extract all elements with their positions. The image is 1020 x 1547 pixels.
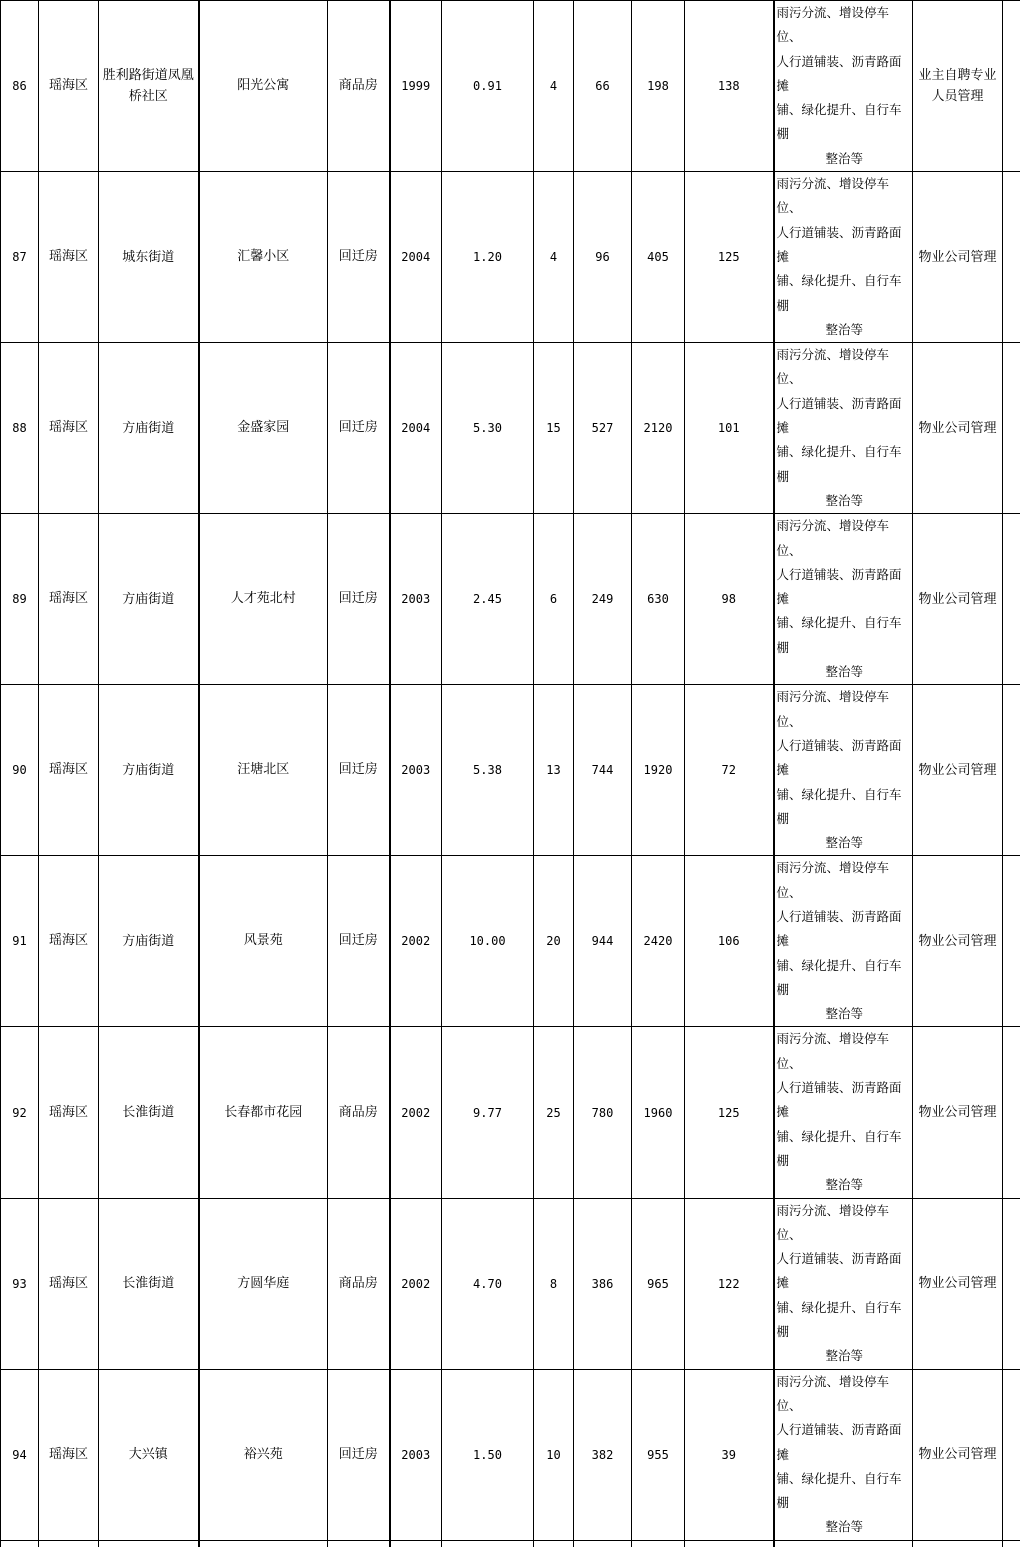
cell-no: 92 <box>1 1027 39 1198</box>
cell-street: 方庙街道 <box>99 685 199 856</box>
cell-empty <box>685 1540 774 1547</box>
renovation-content-line: 铺、绿化提升、自行车棚 <box>777 273 902 312</box>
cell-renovation-content <box>774 1198 913 1369</box>
cell-households: 955 <box>632 1369 685 1540</box>
cell-district: 瑶海区 <box>39 1027 99 1198</box>
cell-build-year: 2002 <box>390 856 442 1027</box>
renovation-content-line: 铺、绿化提升、自行车棚 <box>777 787 902 826</box>
cell-overflow <box>1003 172 1020 343</box>
table-row <box>1 856 1020 1027</box>
renovation-content-line: 铺、绿化提升、自行车棚 <box>777 444 902 483</box>
cell-management: 物业公司管理 <box>913 1369 1003 1540</box>
cell-district: 瑶海区 <box>39 343 99 514</box>
cell-build-year: 1999 <box>390 1 442 172</box>
cell-build-year: 2003 <box>390 685 442 856</box>
renovation-content-line: 雨污分流、增设停车位、 <box>777 5 890 44</box>
cell-empty <box>199 1540 328 1547</box>
cell-housing-type: 回迁房 <box>328 685 390 856</box>
cell-housing-type: 回迁房 <box>328 172 390 343</box>
renovation-content-line: 雨污分流、增设停车位、 <box>777 176 890 215</box>
cell-area: 1.20 <box>442 172 534 343</box>
table-row <box>1 1198 1020 1369</box>
cell-parking: 101 <box>685 343 774 514</box>
cell-households: 630 <box>632 514 685 685</box>
cell-parking: 39 <box>685 1369 774 1540</box>
cell-parking: 138 <box>685 1 774 172</box>
cell-build-year: 2002 <box>390 1198 442 1369</box>
renovation-content-line: 铺、绿化提升、自行车棚 <box>777 1471 902 1510</box>
cell-no: 90 <box>1 685 39 856</box>
renovation-content-line: 人行道铺装、沥青路面摊 <box>777 54 902 93</box>
cell-empty <box>390 1540 442 1547</box>
cell-buildings: 20 <box>534 856 574 1027</box>
cell-renovation-content <box>774 1369 913 1540</box>
cell-empty <box>442 1540 534 1547</box>
table-body <box>1 1 1020 1547</box>
cell-housing-type: 回迁房 <box>328 343 390 514</box>
cell-empty <box>39 1540 99 1547</box>
cell-households: 405 <box>632 172 685 343</box>
cell-empty <box>328 1540 390 1547</box>
cell-housing-type: 商品房 <box>328 1198 390 1369</box>
cell-units: 66 <box>574 1 632 172</box>
renovation-content-line: 铺、绿化提升、自行车棚 <box>777 958 902 997</box>
cell-buildings: 4 <box>534 172 574 343</box>
cell-no: 91 <box>1 856 39 1027</box>
cell-area: 10.00 <box>442 856 534 1027</box>
cell-parking: 98 <box>685 514 774 685</box>
cell-no: 93 <box>1 1198 39 1369</box>
cell-empty <box>1 1540 39 1547</box>
cell-area: 5.30 <box>442 343 534 514</box>
cell-units: 780 <box>574 1027 632 1198</box>
cell-no: 94 <box>1 1369 39 1540</box>
table-row <box>1 343 1020 514</box>
cell-empty <box>774 1540 913 1547</box>
cell-renovation-content <box>774 343 913 514</box>
cell-households: 1920 <box>632 685 685 856</box>
cell-parking: 125 <box>685 1027 774 1198</box>
cell-units: 249 <box>574 514 632 685</box>
cell-households: 1960 <box>632 1027 685 1198</box>
cell-community-name: 风景苑 <box>199 856 328 1027</box>
cell-renovation-content <box>774 1 913 172</box>
cell-community-name: 人才苑北村 <box>199 514 328 685</box>
cell-buildings: 13 <box>534 685 574 856</box>
cell-no: 89 <box>1 514 39 685</box>
cell-buildings: 25 <box>534 1027 574 1198</box>
renovation-content-line: 雨污分流、增设停车位、 <box>777 860 890 899</box>
table-row-partial <box>1 1540 1020 1547</box>
cell-buildings: 15 <box>534 343 574 514</box>
cell-units: 744 <box>574 685 632 856</box>
cell-build-year: 2003 <box>390 514 442 685</box>
cell-households: 2420 <box>632 856 685 1027</box>
cell-management: 物业公司管理 <box>913 856 1003 1027</box>
cell-community-name: 汪塘北区 <box>199 685 328 856</box>
cell-parking: 122 <box>685 1198 774 1369</box>
cell-street: 方庙街道 <box>99 856 199 1027</box>
cell-street: 方庙街道 <box>99 514 199 685</box>
renovation-content-line: 人行道铺装、沥青路面摊 <box>777 738 902 777</box>
cell-management: 物业公司管理 <box>913 172 1003 343</box>
cell-area: 5.38 <box>442 685 534 856</box>
cell-overflow <box>1003 1369 1020 1540</box>
table-row <box>1 172 1020 343</box>
cell-street: 城东街道 <box>99 172 199 343</box>
cell-housing-type: 回迁房 <box>328 1369 390 1540</box>
cell-street: 方庙街道 <box>99 343 199 514</box>
cell-community-name: 方圆华庭 <box>199 1198 328 1369</box>
cell-buildings: 4 <box>534 1 574 172</box>
cell-renovation-content <box>774 685 913 856</box>
cell-empty <box>534 1540 574 1547</box>
cell-build-year: 2002 <box>390 1027 442 1198</box>
cell-build-year: 2004 <box>390 343 442 514</box>
cell-area: 0.91 <box>442 1 534 172</box>
cell-units: 527 <box>574 343 632 514</box>
cell-community-name: 裕兴苑 <box>199 1369 328 1540</box>
renovation-content-line: 人行道铺装、沥青路面摊 <box>777 1422 902 1461</box>
cell-district: 瑶海区 <box>39 1 99 172</box>
renovation-content-line: 整治等 <box>777 318 913 342</box>
cell-management: 物业公司管理 <box>913 1027 1003 1198</box>
cell-buildings: 6 <box>534 514 574 685</box>
cell-district: 瑶海区 <box>39 172 99 343</box>
cell-units: 944 <box>574 856 632 1027</box>
renovation-content-line: 人行道铺装、沥青路面摊 <box>777 567 902 606</box>
renovation-content-line: 雨污分流、增设停车位、 <box>777 1031 890 1070</box>
cell-management: 物业公司管理 <box>913 1198 1003 1369</box>
cell-units: 382 <box>574 1369 632 1540</box>
renovation-content-line: 雨污分流、增设停车位、 <box>777 1203 890 1242</box>
cell-housing-type: 商品房 <box>328 1 390 172</box>
renovation-content-line: 整治等 <box>777 1515 913 1539</box>
cell-district: 瑶海区 <box>39 856 99 1027</box>
cell-community-name: 金盛家园 <box>199 343 328 514</box>
cell-parking: 72 <box>685 685 774 856</box>
cell-no: 88 <box>1 343 39 514</box>
table-row <box>1 1027 1020 1198</box>
cell-empty <box>632 1540 685 1547</box>
cell-overflow <box>1003 856 1020 1027</box>
cell-renovation-content <box>774 856 913 1027</box>
cell-overflow <box>1003 1027 1020 1198</box>
cell-community-name: 阳光公寓 <box>199 1 328 172</box>
cell-management: 物业公司管理 <box>913 514 1003 685</box>
cell-build-year: 2003 <box>390 1369 442 1540</box>
renovation-content-line: 人行道铺装、沥青路面摊 <box>777 225 902 264</box>
renovation-content-line: 整治等 <box>777 660 913 684</box>
cell-empty <box>99 1540 199 1547</box>
renovation-content-line: 人行道铺装、沥青路面摊 <box>777 1080 902 1119</box>
cell-district: 瑶海区 <box>39 685 99 856</box>
renovation-content-line: 雨污分流、增设停车位、 <box>777 1374 890 1413</box>
cell-overflow <box>1003 1 1020 172</box>
cell-district: 瑶海区 <box>39 1369 99 1540</box>
cell-overflow <box>1003 685 1020 856</box>
cell-area: 1.50 <box>442 1369 534 1540</box>
cell-management: 物业公司管理 <box>913 685 1003 856</box>
cell-build-year: 2004 <box>390 172 442 343</box>
cell-district: 瑶海区 <box>39 514 99 685</box>
cell-overflow <box>1003 1198 1020 1369</box>
cell-renovation-content <box>774 1027 913 1198</box>
cell-renovation-content <box>774 172 913 343</box>
cell-empty <box>1003 1540 1020 1547</box>
cell-households: 198 <box>632 1 685 172</box>
cell-households: 2120 <box>632 343 685 514</box>
renovation-content-line: 人行道铺装、沥青路面摊 <box>777 909 902 948</box>
cell-renovation-content <box>774 514 913 685</box>
renovation-content-line: 雨污分流、增设停车位、 <box>777 689 890 728</box>
cell-management: 物业公司管理 <box>913 343 1003 514</box>
cell-housing-type: 商品房 <box>328 1027 390 1198</box>
cell-households: 965 <box>632 1198 685 1369</box>
cell-district: 瑶海区 <box>39 1198 99 1369</box>
cell-units: 386 <box>574 1198 632 1369</box>
table-row <box>1 514 1020 685</box>
renovation-content-line: 铺、绿化提升、自行车棚 <box>777 1300 902 1339</box>
cell-units: 96 <box>574 172 632 343</box>
table-row <box>1 685 1020 856</box>
renovation-content-line: 铺、绿化提升、自行车棚 <box>777 1129 902 1168</box>
cell-area: 4.70 <box>442 1198 534 1369</box>
cell-empty <box>574 1540 632 1547</box>
cell-management: 业主自聘专业人员管理 <box>913 1 1003 172</box>
cell-overflow <box>1003 514 1020 685</box>
cell-buildings: 10 <box>534 1369 574 1540</box>
cell-overflow <box>1003 343 1020 514</box>
renovation-content-line: 雨污分流、增设停车位、 <box>777 518 890 557</box>
cell-housing-type: 回迁房 <box>328 514 390 685</box>
cell-area: 9.77 <box>442 1027 534 1198</box>
cell-parking: 125 <box>685 172 774 343</box>
renovation-content-line: 铺、绿化提升、自行车棚 <box>777 615 902 654</box>
cell-area: 2.45 <box>442 514 534 685</box>
cell-housing-type: 回迁房 <box>328 856 390 1027</box>
cell-parking: 106 <box>685 856 774 1027</box>
renovation-content-line: 铺、绿化提升、自行车棚 <box>777 102 902 141</box>
renovation-content-line: 整治等 <box>777 1344 913 1368</box>
renovation-content-line: 整治等 <box>777 147 913 171</box>
cell-street: 胜利路街道凤凰桥社区 <box>99 1 199 172</box>
cell-community-name: 汇馨小区 <box>199 172 328 343</box>
renovation-content-line: 整治等 <box>777 1002 913 1026</box>
renovation-content-line: 雨污分流、增设停车位、 <box>777 347 890 386</box>
cell-empty <box>913 1540 1003 1547</box>
cell-buildings: 8 <box>534 1198 574 1369</box>
renovation-content-line: 整治等 <box>777 489 913 513</box>
cell-street: 大兴镇 <box>99 1369 199 1540</box>
cell-community-name: 长春都市花园 <box>199 1027 328 1198</box>
cell-street: 长淮街道 <box>99 1198 199 1369</box>
renovation-content-line: 整治等 <box>777 831 913 855</box>
renovation-content-line: 人行道铺装、沥青路面摊 <box>777 1251 902 1290</box>
cell-no: 86 <box>1 1 39 172</box>
renovation-content-line: 人行道铺装、沥青路面摊 <box>777 396 902 435</box>
renovation-content-line: 整治等 <box>777 1173 913 1197</box>
table-row <box>1 1 1020 172</box>
cell-no: 87 <box>1 172 39 343</box>
table-row <box>1 1369 1020 1540</box>
cell-street: 长淮街道 <box>99 1027 199 1198</box>
